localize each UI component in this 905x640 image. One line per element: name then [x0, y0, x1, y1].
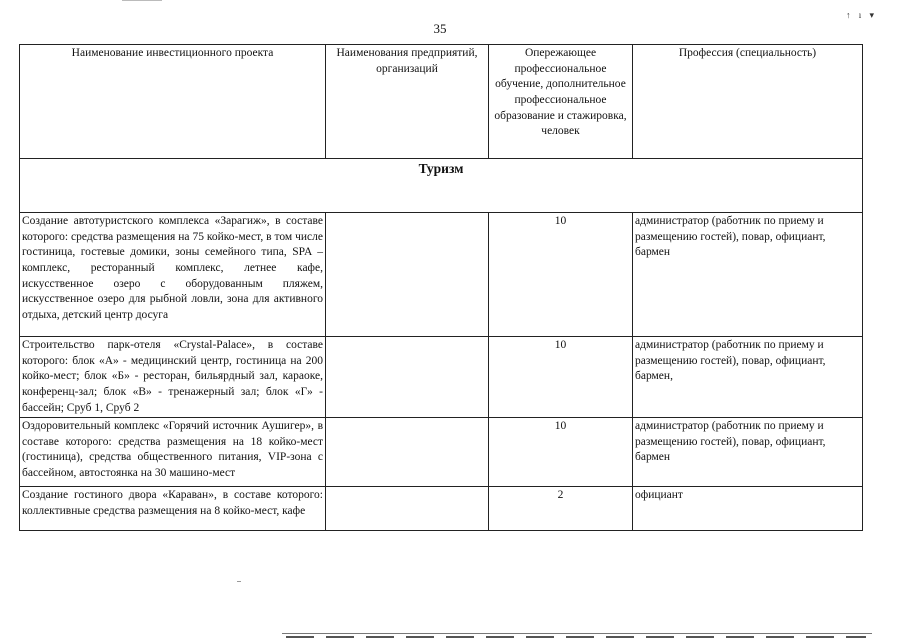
organizations-cell	[326, 487, 489, 531]
table-row	[20, 337, 863, 418]
count-cell: 10	[489, 213, 633, 337]
page-number: 35	[433, 21, 447, 36]
scan-bottom-dashes	[286, 636, 866, 638]
organizations-cell	[326, 337, 489, 418]
header-profession: Профессия (специальность)	[633, 45, 863, 159]
count-cell: 2	[489, 487, 633, 531]
table-header-row	[20, 45, 863, 159]
section-title: Туризм	[20, 159, 863, 213]
scan-bottom-line	[282, 633, 872, 634]
profession-cell: администратор (работник по приему и размещению гостей), повар, официант, бармен	[633, 418, 863, 487]
profession-cell: администратор (работник по приему и размещению гостей), повар, официант, бармен	[633, 213, 863, 337]
scan-mark	[122, 0, 162, 1]
organizations-cell	[326, 418, 489, 487]
organizations-cell	[326, 213, 489, 337]
project-cell: Строительство парк-отеля «Crystal-Palace», в составе которого: блок «А» - медицинский центр, гостиница на 200 койко-мест; блок «Б» - ресторан, бильярдный зал, караоке, конференц-зал; блок «В» - тренажерный зал; блок «Г» - бассейн; Сруб 1, Сруб 2	[20, 337, 326, 418]
profession-cell: администратор (работник по приему и размещению гостей), повар, официант, бармен,	[633, 337, 863, 418]
table-row	[20, 213, 863, 337]
header-organizations: Наименования предприятий, организаций	[326, 45, 489, 159]
scan-speck	[237, 581, 241, 582]
scan-artifact-marks: ↑ ı ▾	[846, 10, 878, 20]
count-cell: 10	[489, 418, 633, 487]
profession-cell: официант	[633, 487, 863, 531]
table-row	[20, 418, 863, 487]
section-row	[20, 159, 863, 213]
header-training-count: Опережающее профессиональное обучение, дополнительное профессиональное образование и стажировка, человек	[489, 45, 633, 159]
project-cell: Создание автотуристского комплекса «Зарагиж», в составе которого: средства размещения на 75 койко-мест, в том числе гостиница, гостевые домики, зоны семейного типа, SPA – комплекс, ресторанный комплекс, летнее кафе, искусственное озеро с оборудованным пляжем, искусственное озеро для рыбной ловли, зона для активного отдыха, детский центр досуга	[20, 213, 326, 337]
project-cell: Оздоровительный комплекс «Горячий источник Аушигер», в составе которого: средства размещения на 18 койко-мест (гостиница), средства общественного питания, VIP-зона с бассейном, автостоянка на 30 машино-мест	[20, 418, 326, 487]
table-row	[20, 487, 863, 531]
investment-projects-table	[19, 44, 863, 531]
header-project: Наименование инвестиционного проекта	[20, 45, 326, 159]
count-cell: 10	[489, 337, 633, 418]
project-cell: Создание гостиного двора «Караван», в составе которого: коллективные средства размещения на 8 койко-мест, кафе	[20, 487, 326, 531]
